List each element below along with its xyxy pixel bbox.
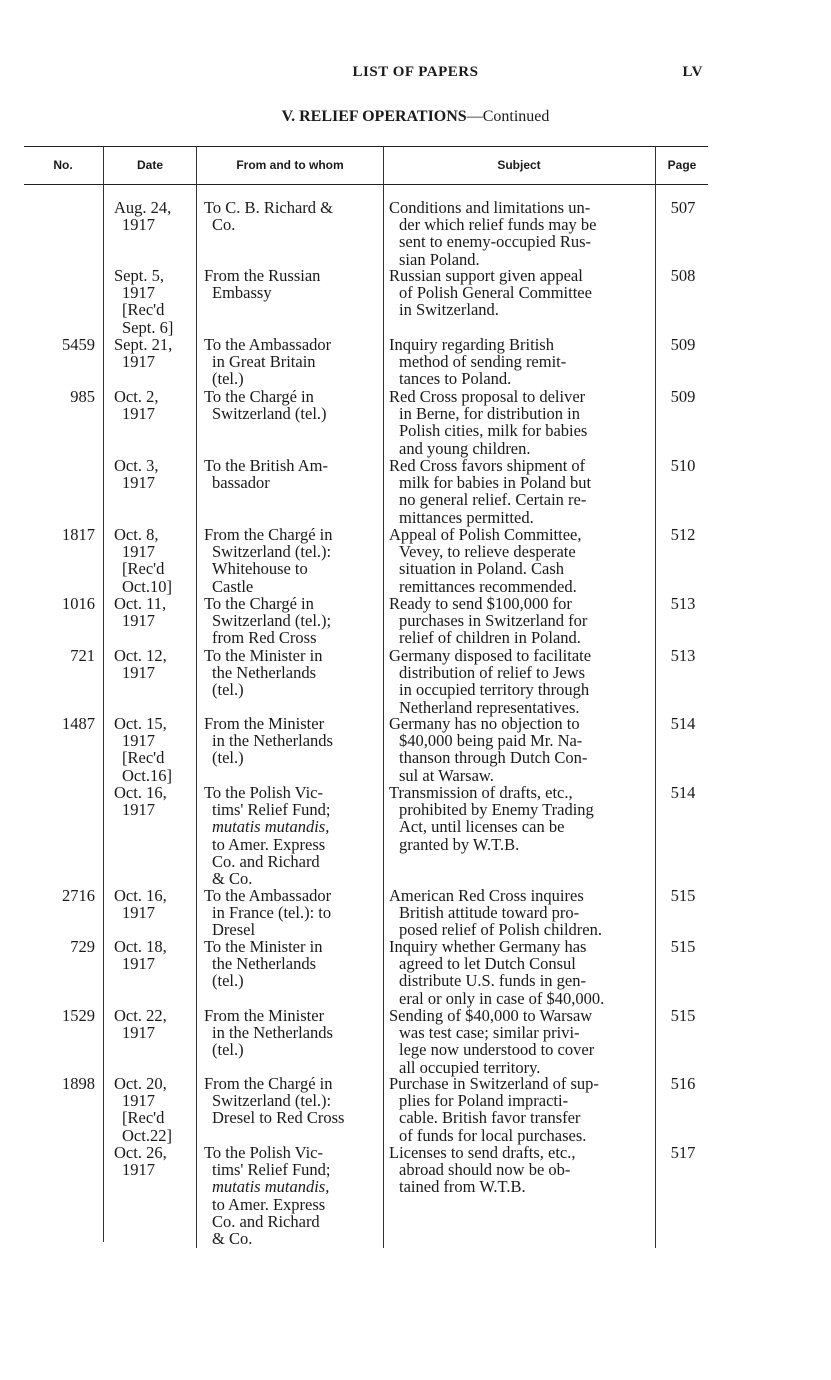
cell-date-line: Oct. 16, [114,783,167,802]
cell-subject-line: Sending of $40,000 to Warsaw [389,1006,593,1025]
cell-date [114,887,194,921]
cell-from-line: (tel.) [212,748,244,768]
cell-date [114,388,194,422]
cell-subject-line: der which relief funds may be [399,215,597,235]
cell-subject-line: in Berne, for distribution in [399,404,581,424]
cell-subject-line: Vevey, to relieve desperate [399,542,576,562]
cell-from-line: bassador [212,473,270,493]
cell-from-line: Switzerland (tel.): [212,542,332,562]
cell-date [114,715,194,784]
cell-date-line: 1917 [122,542,155,562]
cell-subject-line: sul at Warsaw. [399,765,494,785]
cell-from-line: To the Polish Vic- [204,1143,324,1162]
cell-from-line: in the Netherlands [212,1023,333,1043]
cell-date-line: Sept. 6] [122,317,174,337]
cell-page [660,1007,706,1024]
cell-page-line: 514 [670,714,696,733]
cell-date-line: 1917 [122,611,155,631]
cell-subject-line: agreed to let Dutch Consul [399,954,576,974]
column-header-no: No. [53,158,73,172]
cell-from [204,1075,378,1127]
cell-no [24,388,95,405]
cell-page [660,457,706,474]
cell-from [204,938,378,990]
section-title [0,108,831,126]
cell-date [114,526,194,595]
cell-subject-line: of funds for local purchases. [399,1125,587,1145]
cell-from-line: tims' Relief Fund; [212,800,331,820]
cell-subject [389,887,651,939]
cell-date-line: Oct. 18, [114,937,167,956]
cell-subject-line: Netherland representatives. [399,697,580,717]
cell-no [24,526,95,543]
cell-date-line: Sept. 21, [114,335,173,354]
cell-date-line: 1917 [122,800,155,820]
cell-from-line: to Amer. Express [212,1194,326,1214]
cell-from [204,267,378,301]
cell-from-line: Whitehouse to [212,559,308,579]
cell-page-line: 509 [670,387,696,406]
cell-page-line: 516 [670,1074,696,1093]
cell-from [204,887,378,939]
cell-date-line: 1917 [122,1023,155,1043]
cell-no-line: 721 [70,646,95,665]
cell-subject-line: Ready to send $100,000 for [389,594,572,613]
cell-subject-line: sian Poland. [399,249,480,269]
cell-from-line: From the Minister [204,714,325,733]
cell-from [204,526,378,595]
cell-subject-line: thanson through Dutch Con- [399,748,588,768]
cell-date-line: 1917 [122,1160,155,1180]
cell-subject-line: of Polish General Committee [399,283,592,303]
cell-date-line: 1917 [122,473,155,493]
cell-no [24,887,95,904]
cell-from-line: From the Chargé in [204,525,333,544]
cell-date-line: 1917 [122,663,155,683]
cell-from-line: To the Ambassador [204,886,332,905]
cell-date [114,1007,194,1041]
cell-subject [389,715,651,784]
cell-subject [389,526,651,595]
cell-subject-line: situation in Poland. Cash [399,559,564,579]
cell-subject-line: abroad should now be ob- [399,1160,571,1180]
cell-subject [389,647,651,716]
cell-date [114,457,194,491]
cell-no [24,1075,95,1092]
cell-from-line: From the Russian [204,266,321,285]
running-head-title: LIST OF PAPERS [352,64,479,80]
cell-from-line: mutatis mutandis, [212,817,330,837]
cell-subject-line: Red Cross proposal to deliver [389,387,586,406]
cell-date-line: 1917 [122,352,155,372]
cell-page-line: 508 [670,266,696,285]
cell-from-line: From the Chargé in [204,1074,333,1093]
cell-from-line: To the Minister in [204,646,323,665]
cell-from-line: (tel.) [212,680,244,700]
cell-from-line: To the Chargé in [204,387,314,406]
cell-date-line: Oct.16] [122,765,172,785]
cell-subject-line: Act, until licenses can be [399,817,565,837]
cell-page-line: 515 [670,1006,696,1025]
cell-page [660,388,706,405]
cell-from [204,388,378,422]
cell-subject-line: $40,000 being paid Mr. Na- [399,731,583,751]
cell-from-line: Co. [212,215,236,235]
cell-no-line: 729 [70,937,95,956]
cell-subject-line: tained from W.T.B. [399,1177,526,1197]
cell-subject-line: Appeal of Polish Committee, [389,525,582,544]
cell-subject [389,1075,651,1144]
cell-date-line: Oct. 22, [114,1006,167,1025]
cell-date-line: Oct. 11, [114,594,167,613]
column-rule-2 [196,146,197,1248]
cell-from-line: To C. B. Richard & [204,198,334,217]
cell-subject-line: Red Cross favors shipment of [389,456,586,475]
cell-subject-line: eral or only in case of $40,000. [399,988,605,1008]
cell-subject [389,388,651,457]
cell-page [660,1144,706,1161]
cell-subject-line: cable. British favor transfer [399,1108,581,1128]
cell-subject-line: remittances recommended. [399,576,577,596]
cell-no-line: 985 [70,387,95,406]
cell-no-line: 1016 [62,594,95,613]
cell-no [24,595,95,612]
cell-subject-line: granted by W.T.B. [399,834,520,854]
cell-date-line: [Rec'd [122,748,165,768]
cell-subject-line: Licenses to send drafts, etc., [389,1143,576,1162]
cell-subject-line: Inquiry regarding British [389,335,554,354]
cell-date-line: 1917 [122,1091,155,1111]
cell-date-line: 1917 [122,903,155,923]
cell-subject-line: British attitude toward pro- [399,903,580,923]
cell-date-line: Oct.10] [122,576,172,596]
cell-from-line: in the Netherlands [212,731,333,751]
cell-date-line: Oct. 8, [114,525,159,544]
running-head [0,64,831,88]
cell-subject-line: milk for babies in Poland but [399,473,592,493]
cell-date [114,647,194,681]
cell-date-line: 1917 [122,404,155,424]
cell-date-line: [Rec'd [122,300,165,320]
cell-page-line: 507 [670,198,696,217]
section-title-suffix: —Continued [466,108,550,125]
cell-subject-line: prohibited by Enemy Trading [399,800,594,820]
cell-from [204,336,378,388]
cell-date-line: Oct. 3, [114,456,159,475]
cell-from-line: the Netherlands [212,663,317,683]
cell-date [114,938,194,972]
cell-date-line: Sept. 5, [114,266,164,285]
cell-subject-line: Purchase in Switzerland of sup- [389,1074,599,1093]
cell-from-line: from Red Cross [212,628,317,648]
cell-from-line: To the British Am- [204,456,328,475]
cell-no-line: 5459 [62,335,95,354]
cell-subject-line: sent to enemy-occupied Rus- [399,232,591,252]
cell-subject-line: relief of children in Poland. [399,628,581,648]
cell-subject-line: method of sending remit- [399,352,567,372]
cell-from [204,199,378,233]
cell-page-line: 514 [670,783,696,802]
cell-from-line: To the Ambassador [204,335,332,354]
cell-subject [389,938,651,1007]
cell-from-line: To the Minister in [204,937,323,956]
section-title-main: V. RELIEF OPERATIONS [281,108,467,125]
cell-subject-line: in Switzerland. [399,300,499,320]
cell-subject-line: in occupied territory through [399,680,590,700]
cell-page-line: 515 [670,937,696,956]
cell-from-line: Co. and Richard [212,851,320,871]
cell-no-line: 1898 [62,1074,95,1093]
cell-subject-line: Germany disposed to facilitate [389,646,592,665]
column-header-page: Page [667,158,697,172]
cell-subject-line: plies for Poland impracti- [399,1091,569,1111]
cell-date [114,1075,194,1144]
column-rule-1 [103,146,104,1242]
cell-subject-line: distribute U.S. funds in gen- [399,971,586,991]
cell-date-line: Oct. 26, [114,1143,167,1162]
cell-subject-line: posed relief of Polish children. [399,920,602,940]
cell-page [660,595,706,612]
cell-date-line: 1917 [122,954,155,974]
column-rule-3 [383,146,384,1248]
cell-subject-line: Germany has no objection to [389,714,580,733]
cell-page [660,267,706,284]
cell-date [114,336,194,370]
cell-from-line: in France (tel.): to [212,903,332,923]
cell-from [204,647,378,699]
page-number: LV [682,64,703,80]
cell-page [660,199,706,216]
cell-from-line: Dresel to Red Cross [212,1108,345,1128]
cell-from-line: To the Chargé in [204,594,314,613]
cell-date [114,784,194,818]
cell-from-line: tims' Relief Fund; [212,1160,331,1180]
cell-from [204,457,378,491]
cell-date-line: 1917 [122,215,155,235]
cell-subject-line: Conditions and limitations un- [389,198,591,217]
cell-subject-line: was test case; similar privi- [399,1023,580,1043]
cell-page-line: 513 [670,646,696,665]
cell-page [660,784,706,801]
cell-subject [389,199,651,268]
cell-no [24,336,95,353]
cell-from-line: Dresel [212,920,256,940]
cell-subject [389,267,651,319]
cell-subject-line: and young children. [399,438,531,458]
cell-date [114,595,194,629]
cell-subject-line: tances to Poland. [399,369,512,389]
cell-subject [389,1007,651,1076]
cell-from-line: Switzerland (tel.): [212,1091,332,1111]
cell-no [24,647,95,664]
cell-subject-line: all occupied territory. [399,1057,541,1077]
cell-date-line: Oct. 12, [114,646,167,665]
cell-no [24,938,95,955]
cell-subject-line: lege now understood to cover [399,1040,595,1060]
cell-date-line: Oct.22] [122,1125,172,1145]
cell-date [114,267,194,336]
cell-date-line: Oct. 20, [114,1074,167,1093]
cell-from-line: in Great Britain [212,352,316,372]
cell-no-line: 2716 [62,886,95,905]
cell-date-line: 1917 [122,283,155,303]
cell-page [660,647,706,664]
column-header-from: From and to whom [236,158,344,172]
cell-subject-line: mittances permitted. [399,507,534,527]
cell-date-line: Oct. 16, [114,886,167,905]
cell-from [204,595,378,647]
cell-page-line: 513 [670,594,696,613]
cell-subject-line: Polish cities, milk for babies [399,421,588,441]
cell-from-line: the Netherlands [212,954,317,974]
cell-no [24,715,95,732]
cell-page-line: 517 [670,1143,696,1162]
cell-from-line: (tel.) [212,369,244,389]
cell-subject [389,784,651,853]
cell-page [660,1075,706,1092]
column-header-date: Date [136,158,163,172]
cell-from [204,1007,378,1059]
cell-subject [389,457,651,526]
cell-from-line: Switzerland (tel.) [212,404,327,424]
cell-from-line: Castle [212,576,254,596]
cell-from-line: mutatis mutandis, [212,1177,330,1197]
cell-subject-line: distribution of relief to Jews [399,663,586,683]
column-rule-4 [655,146,656,1248]
cell-page [660,887,706,904]
cell-no-line: 1487 [62,714,95,733]
cell-from-line: From the Minister [204,1006,325,1025]
cell-no-line: 1817 [62,525,95,544]
cell-date-line: Oct. 2, [114,387,159,406]
cell-date-line: 1917 [122,731,155,751]
cell-date [114,1144,194,1178]
cell-from [204,784,378,887]
cell-from-line: (tel.) [212,1040,244,1060]
cell-date [114,199,194,233]
cell-subject-line: purchases in Switzerland for [399,611,588,631]
cell-page-line: 515 [670,886,696,905]
cell-subject-line: Transmission of drafts, etc., [389,783,573,802]
cell-date-line: [Rec'd [122,559,165,579]
cell-page [660,336,706,353]
cell-page-line: 510 [670,456,696,475]
header-bottom-rule [24,184,708,185]
cell-subject-line: American Red Cross inquires [389,886,584,905]
cell-subject [389,1144,651,1196]
cell-date-line: Oct. 15, [114,714,167,733]
cell-from [204,715,378,767]
cell-subject-line: Inquiry whether Germany has [389,937,587,956]
cell-no-line: 1529 [62,1006,95,1025]
cell-page [660,715,706,732]
cell-subject [389,336,651,388]
cell-date-line: Aug. 24, [114,198,172,217]
cell-from-line: & Co. [212,1229,253,1249]
column-header-subject: Subject [497,158,541,172]
cell-from-line: Embassy [212,283,272,303]
cell-no [24,1007,95,1024]
cell-page-line: 509 [670,335,696,354]
cell-date-line: [Rec'd [122,1108,165,1128]
cell-subject-line: Russian support given appeal [389,266,583,285]
cell-from-line: Co. and Richard [212,1211,320,1231]
cell-subject [389,595,651,647]
cell-page [660,938,706,955]
cell-from-line: Switzerland (tel.); [212,611,332,631]
cell-subject-line: no general relief. Certain re- [399,490,587,510]
cell-from-line: (tel.) [212,971,244,991]
cell-from-line: To the Polish Vic- [204,783,324,802]
cell-from-line: to Amer. Express [212,834,326,854]
cell-from-line: & Co. [212,869,253,889]
cell-page [660,526,706,543]
cell-page-line: 512 [670,525,696,544]
cell-from [204,1144,378,1247]
